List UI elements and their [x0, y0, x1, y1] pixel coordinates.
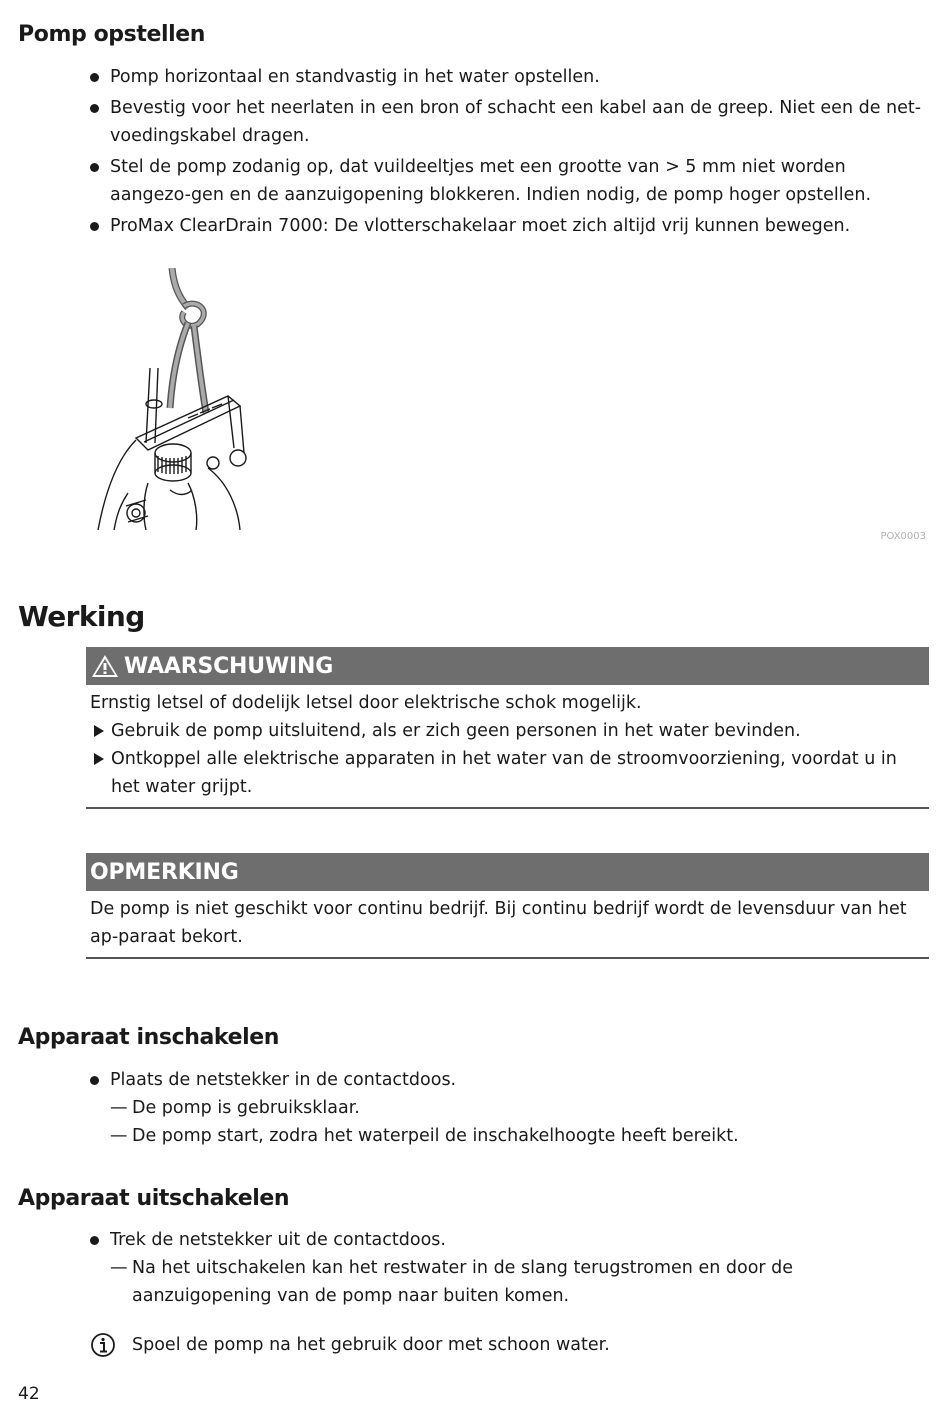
info-text: Spoel de pomp na het gebruik door met schoon water.	[132, 1335, 610, 1355]
pump-illustration	[88, 268, 288, 530]
switch-on-list	[88, 1066, 928, 1153]
info-note	[90, 1331, 610, 1359]
warning-label: WAARSCHUWING	[124, 653, 334, 679]
section-title-setup: Pomp opstellen	[18, 22, 206, 47]
note-box	[86, 853, 929, 959]
warning-box	[86, 647, 929, 809]
result-item: — De pomp start, zodra het waterpeil de inschakelhoogte heeft bereikt.	[88, 1122, 928, 1150]
list-item: Ontkoppel alle elektrische apparaten in het water van de stroomvoorziening, voordat u in het water grijpt.	[90, 745, 925, 801]
note-body	[86, 891, 929, 959]
list-item: Pomp horizontaal en standvastig in het water opstellen.	[110, 67, 600, 87]
section-title-switch-off: Apparaat uitschakelen	[18, 1186, 290, 1211]
section-title-operation: Werking	[18, 600, 145, 633]
list-item: Gebruik de pomp uitsluitend, als er zich geen personen in het water bevinden.	[90, 717, 925, 745]
result-item: — De pomp is gebruiksklaar.	[88, 1094, 928, 1122]
warning-triangle-icon	[90, 653, 120, 679]
note-header	[86, 853, 929, 891]
note-label: OPMERKING	[90, 859, 239, 885]
list-item: Trek de netstekker uit de contactdoos.	[110, 1230, 446, 1250]
figure-code: POX0003	[880, 531, 926, 542]
dash-icon: —	[110, 1098, 128, 1118]
list-item: Stel de pomp zodanig op, dat vuildeeltjes met een grootte van > 5 mm niet worden aangezo-gen en de aanzuigopening blokkeren. Indien nodig, de pomp hoger opstellen.	[110, 157, 872, 205]
note-text: De pomp is niet geschikt voor continu bedrijf. Bij continu bedrijf wordt de levensduur van het ap-paraat bekort.	[90, 899, 907, 947]
page-number: 42	[18, 1384, 40, 1404]
switch-off-list	[88, 1226, 928, 1313]
warning-intro: Ernstig letsel of dodelijk letsel door elektrische schok mogelijk.	[90, 693, 642, 713]
list-item: Bevestig voor het neerlaten in een bron of schacht een kabel aan de greep. Niet een de net-voedingskabel dragen.	[110, 98, 922, 146]
arrow-right-icon	[94, 725, 104, 737]
setup-list	[88, 63, 928, 243]
info-circle-icon	[90, 1332, 116, 1358]
list-item: ProMax ClearDrain 7000: De vlotterschakelaar moet zich altijd vrij kunnen bewegen.	[110, 216, 851, 236]
warning-header	[86, 647, 929, 685]
dash-icon: —	[110, 1126, 128, 1146]
section-title-switch-on: Apparaat inschakelen	[18, 1025, 280, 1050]
result-item: — Na het uitschakelen kan het restwater in de slang terugstromen en door de aanzuigopening van de pomp naar buiten komen.	[88, 1254, 928, 1310]
dash-icon: —	[110, 1258, 128, 1278]
list-item: Plaats de netstekker in de contactdoos.	[110, 1070, 457, 1090]
warning-body	[86, 685, 929, 809]
arrow-right-icon	[94, 753, 104, 765]
